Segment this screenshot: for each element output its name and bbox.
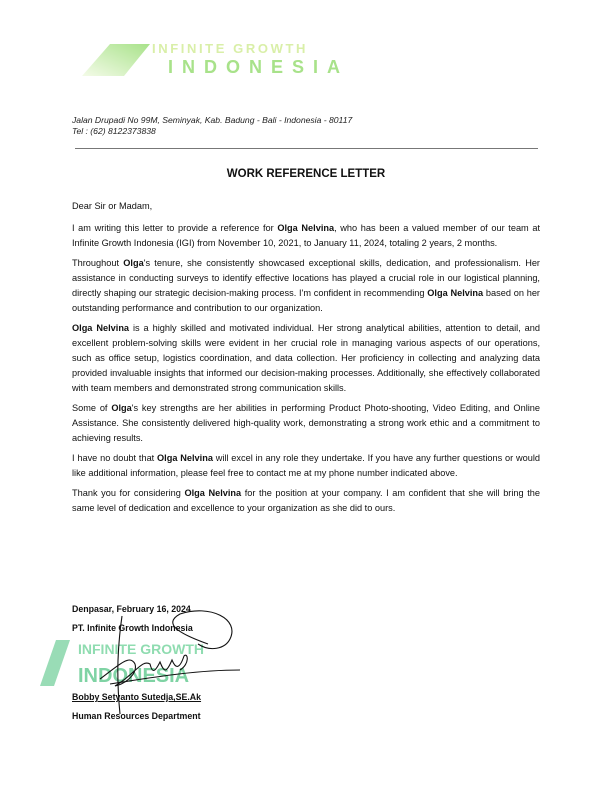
phone: Tel : (62) 8122373838 <box>72 126 156 136</box>
letterhead-address-block <box>72 115 352 137</box>
paragraph-3 <box>72 321 540 396</box>
logo-line1: INFINITE GROWTH <box>152 41 308 56</box>
header-divider <box>75 148 538 149</box>
signatory-department: Human Resources Department <box>72 711 201 721</box>
paragraph-text: for the position at your company. I am confident that she will bring the same level of dedication and excellence to your organization as she did to ours. <box>72 488 540 513</box>
company-logo <box>82 42 442 78</box>
candidate-name: Olga <box>123 258 144 268</box>
paragraph-text: is a highly skilled and motivated individual. Her strong analytical abilities, attention to detail, and excellent problem-solving skills were evident in her crucial role in managing various aspects of our operations, such as office setup, logistics coordination, and data collection. Her proficiency in collecting and analyzing data provided invaluable insights that informed our decision-making processes. Additionally, she effectively collaborated with team members and demonstrated strong communication skills. <box>72 323 540 393</box>
paragraph-text: 's tenure, she consistently showcased exceptional skills, dedication, and professionalism. Her assistance in conducting surveys to identify effective locations has played a crucial role in our logistical planning, directly shaping our strategic decision-making process. I'm confident in recommending <box>72 258 540 298</box>
paragraph-text: 's key strengths are her abilities in performing Product Photo-shooting, Video Editing, and Online Assistance. She consistently delivered high-quality work, demonstrating a strong work ethic and a commitment to achieving results. <box>72 403 540 443</box>
candidate-name: Olga Nelvina <box>184 488 242 498</box>
paragraph-text: based on her outstanding performance and contribution to our organization. <box>72 288 540 313</box>
stamp-line1: INFINITE GROWTH <box>78 641 204 657</box>
handwritten-signature <box>80 604 250 724</box>
paragraph-text: will excel in any role they undertake. If you have any further questions or would like additional information, please feel free to contact me at my phone number indicated above. <box>72 453 540 478</box>
letter-title: WORK REFERENCE LETTER <box>226 168 386 180</box>
paragraph-1 <box>72 221 540 251</box>
paragraph-text: Thank you for considering <box>72 488 185 498</box>
company-name: PT. Infinite Growth Indonesia <box>72 623 193 633</box>
paragraph-2 <box>72 256 540 316</box>
salutation: Dear Sir or Madam, <box>72 201 153 211</box>
candidate-name: Olga Nelvina <box>72 323 130 333</box>
paragraph-text: Throughout <box>72 258 124 268</box>
candidate-name: Olga <box>111 403 132 413</box>
logo-line2: INDONESIA <box>168 57 350 77</box>
address: Jalan Drupadi No 99M, Seminyak, Kab. Badung - Bali - Indonesia - 80117 <box>72 115 353 125</box>
paragraph-text: , who has been a valued member of our team at Infinite Growth Indonesia (IGI) from November 10, 2021, to January 11, 2024, totaling 2 years, 2 months. <box>72 223 541 248</box>
paragraph-4 <box>72 401 540 446</box>
paragraph-text: I have no doubt that <box>72 453 158 463</box>
paragraph-text: Some of <box>72 403 112 413</box>
paragraph-text: I am writing this letter to provide a reference for <box>72 223 278 233</box>
candidate-name: Olga Nelvina <box>427 288 484 298</box>
stamp-line2: INDONESIA <box>78 665 190 687</box>
place-date: Denpasar, February 16, 2024 <box>72 604 191 614</box>
candidate-name: Olga Nelvina <box>277 223 335 233</box>
signatory-name: Bobby Setyanto Sutedja,SE.Ak <box>72 692 202 702</box>
paragraph-6 <box>72 486 540 516</box>
candidate-name: Olga Nelvina <box>157 453 213 463</box>
paragraph-5 <box>72 451 540 481</box>
letter-body <box>72 199 540 521</box>
